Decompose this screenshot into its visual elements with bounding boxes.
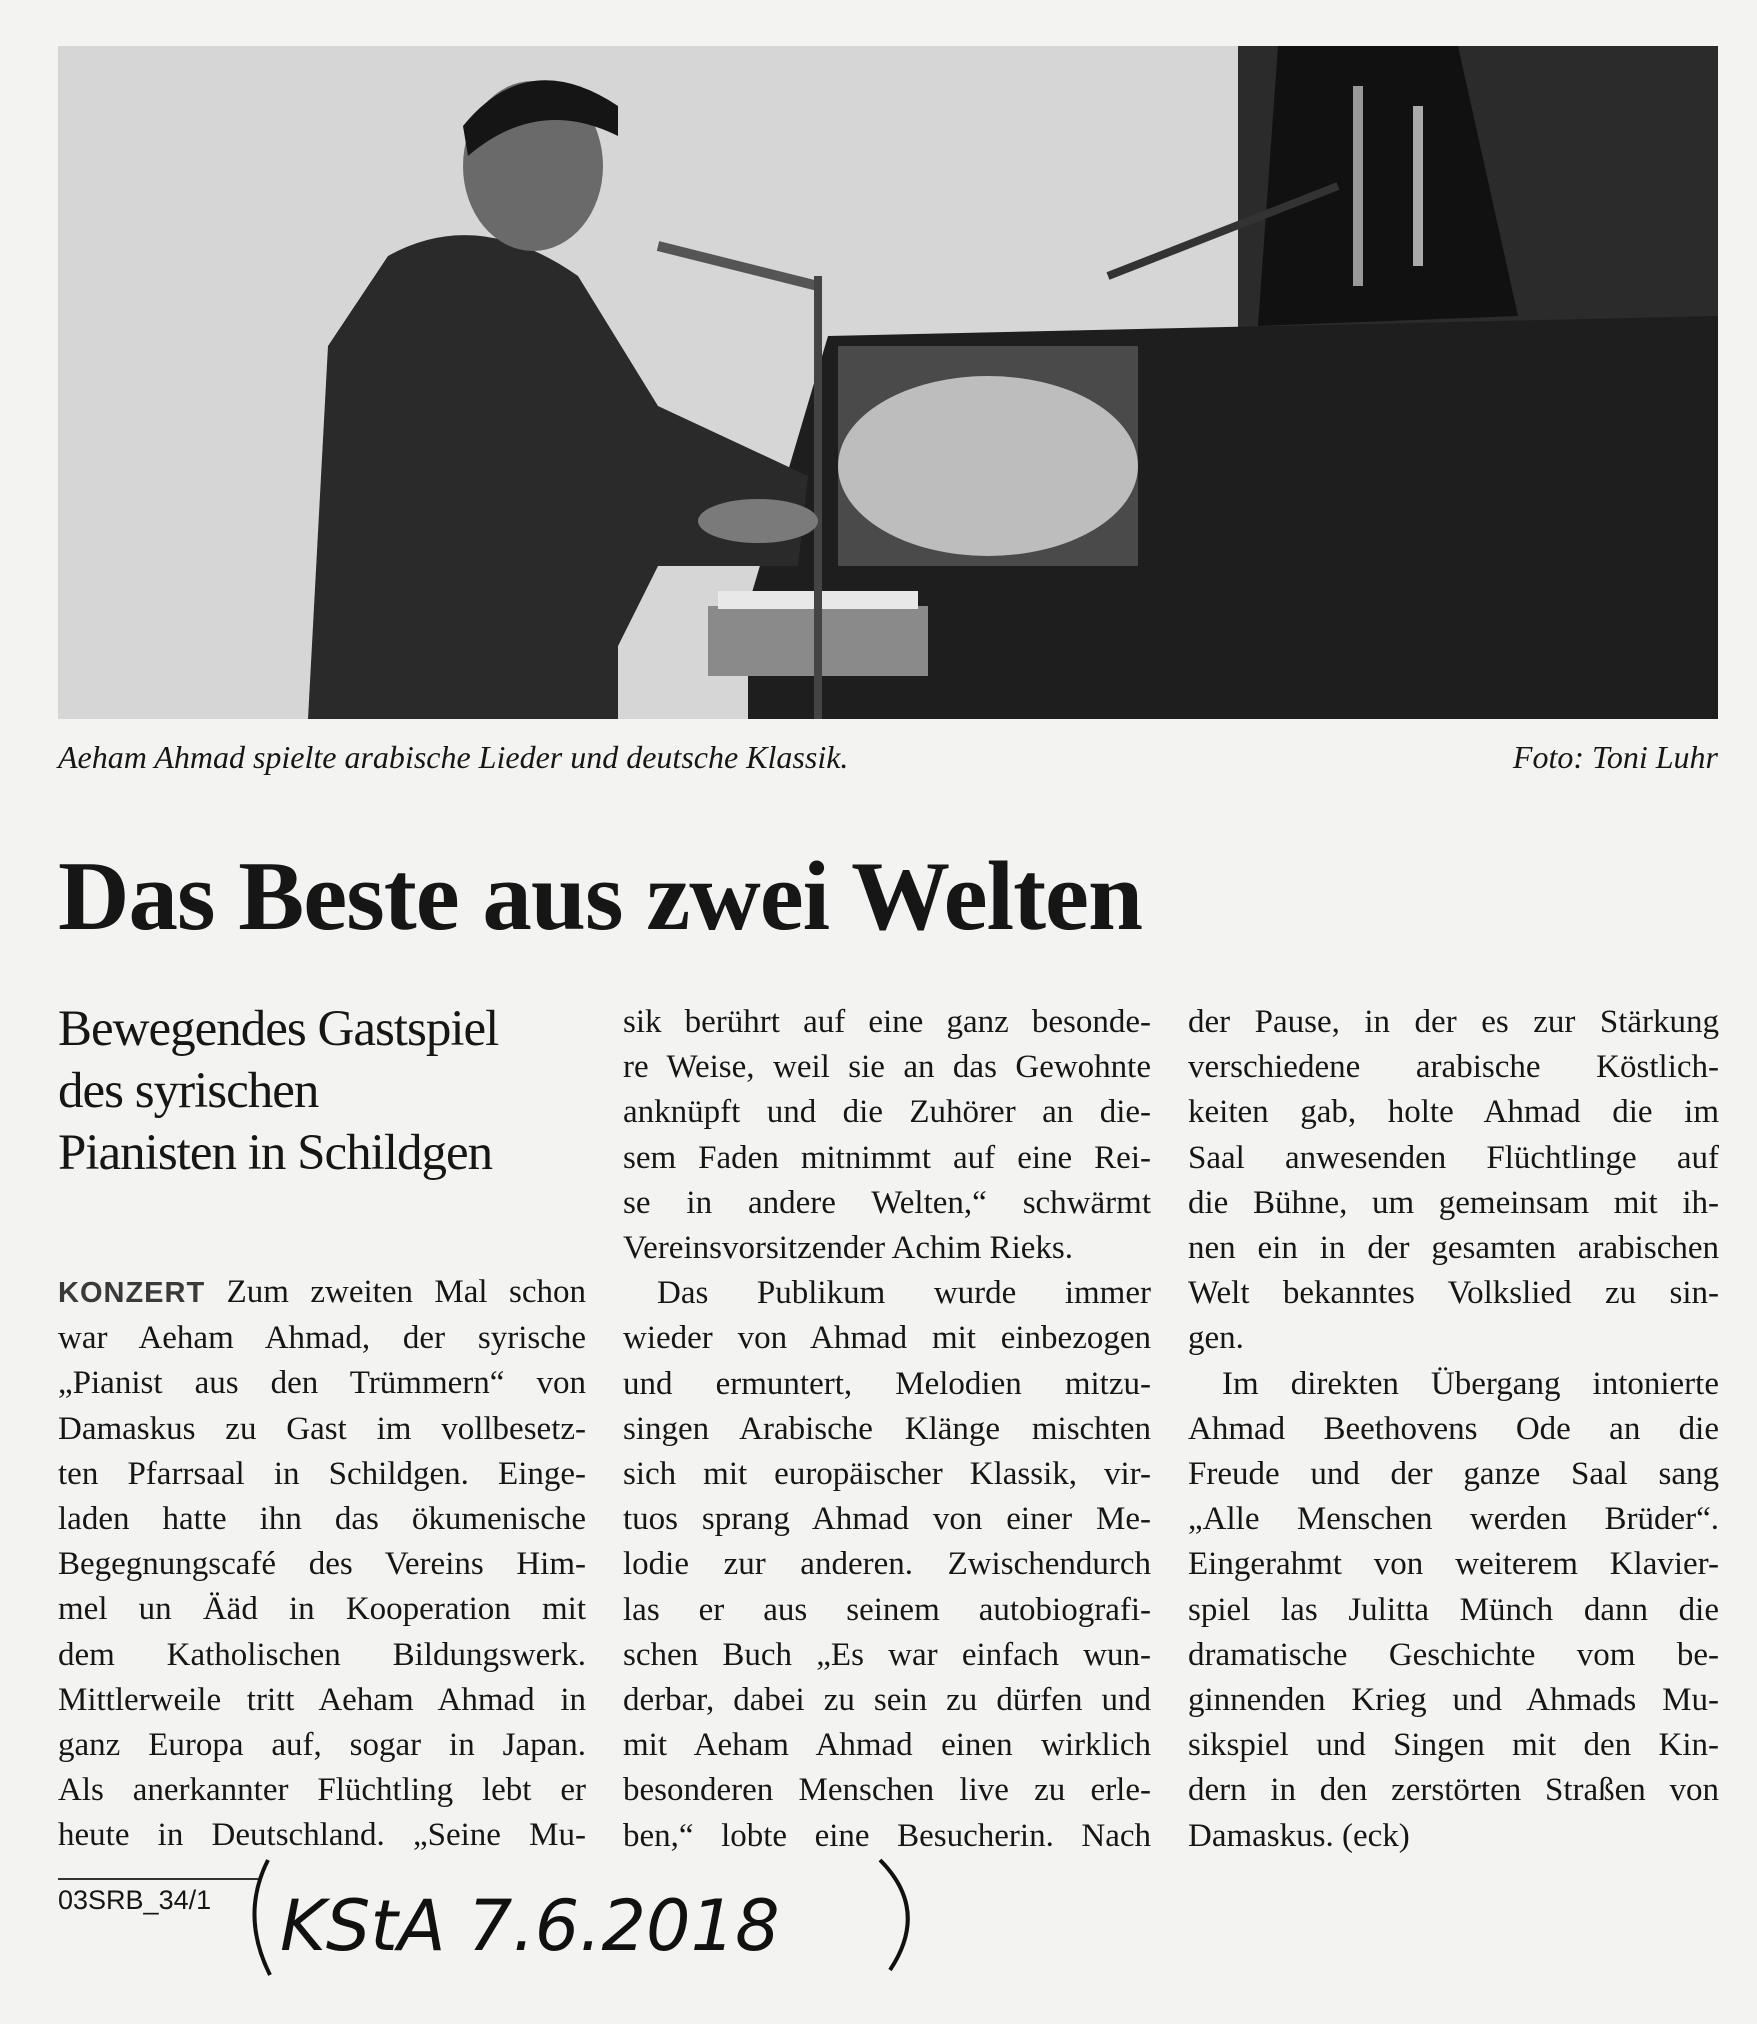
kicker: KONZERT [58,1277,206,1309]
pianist-photo-illustration [58,46,1718,719]
article-line: die Bühne, um gemeinsam mit ih- [1188,1184,1719,1221]
article-line: sem Faden mitnimmt auf eine Rei- [623,1139,1151,1176]
article-photo [58,46,1718,719]
article-line: sich mit europäischer Klassik, vir- [623,1456,1151,1493]
subheadline-line: Pianisten in Schildgen [58,1125,493,1181]
article-line: Mittlerweile tritt Aeham Ahmad in [58,1681,586,1718]
article-column-2 [623,1000,1151,1859]
article-line: dern in den zerstörten Straßen von [1188,1772,1719,1809]
archive-code: 03SRB_34/1 [58,1885,212,1915]
article-line: Als anerkannter Flüchtling lebt er [58,1772,586,1809]
article-line: nen ein in der gesamten arabischen [1188,1230,1719,1267]
article-line: besonderen Menschen live zu erle- [623,1772,1151,1809]
article-line: ganz Europa auf, sogar in Japan. [58,1727,586,1764]
article-line: gen. [1188,1320,1244,1357]
divider [58,1878,258,1880]
article-line: Saal anwesenden Flüchtlinge auf [1188,1139,1719,1176]
article-line: schen Buch „Es war einfach wun- [623,1636,1151,1673]
article-line: heute in Deutschland. „Seine Mu- [58,1817,586,1854]
article-line: ginnenden Krieg und Ahmads Mu- [1188,1682,1719,1719]
article-line: verschiedene arabische Köstlich- [1188,1049,1719,1086]
article-line: dem Katholischen Bildungswerk. [58,1636,586,1673]
article-line: Welt bekanntes Volkslied zu sin- [1188,1275,1719,1312]
article-line: spiel las Julitta Münch dann die [1188,1591,1719,1628]
article-line: ten Pfarrsaal in Schildgen. Einge- [58,1455,586,1492]
article-line: tuos sprang Ahmad von einer Me- [623,1501,1151,1538]
article-line: „Pianist aus den Trümmern“ von [58,1365,586,1402]
article-line: mit Aeham Ahmad einen wirklich [623,1727,1151,1764]
handwritten-note [240,1840,940,1990]
article-line: Damaskus. (eck) [1188,1817,1410,1854]
article-line: sikspiel und Singen mit den Kin- [1188,1727,1719,1764]
article-line: Das Publikum wurde immer [657,1275,1151,1312]
article-line: dramatische Geschichte vom be- [1188,1636,1719,1673]
article-line: se in andere Welten,“ schwärmt [623,1184,1151,1221]
article-line: Damaskus zu Gast im vollbesetz- [58,1410,586,1447]
article-line-text: Zum zweiten Mal schon [205,1274,586,1310]
article-line: keiten gab, holte Ahmad die im [1188,1094,1719,1131]
handwritten-note-text: KStA 7.6.2018 [280,1885,780,1967]
article-line: und ermuntert, Melodien mitzu- [623,1365,1151,1402]
article-line: las er aus seinem autobiografi- [623,1591,1151,1628]
article-line: anknüpft und die Zuhörer an die- [623,1094,1151,1131]
article-line: mel un Ääd in Kooperation mit [58,1591,586,1628]
article-line [58,1270,586,1316]
article-line: der Pause, in der es zur Stärkung [1188,1004,1719,1040]
article-line: wieder von Ahmad mit einbezogen [623,1320,1151,1357]
article-line: lodie zur anderen. Zwischendurch [623,1546,1151,1583]
article-line: re Weise, weil sie an das Gewohnte [623,1049,1151,1086]
article-line: „Alle Menschen werden Brüder“. [1188,1501,1719,1538]
headline: Das Beste aus zwei Welten [58,842,1143,951]
article-line: war Aeham Ahmad, der syrische [58,1320,586,1357]
article-line: sik berührt auf eine ganz besonde- [623,1004,1151,1040]
article-line: Freude und der ganze Saal sang [1188,1456,1719,1493]
article-line: laden hatte ihn das ökumenische [58,1501,586,1538]
article-line: singen Arabische Klänge mischten [623,1410,1151,1447]
photo-caption: Aeham Ahmad spielte arabische Lieder und deutsche Klassik. [58,739,849,775]
article-line: Eingerahmt von weiterem Klavier- [1188,1546,1719,1583]
article-line: Im direkten Übergang intonierte [1222,1365,1719,1402]
subheadline [58,998,598,1184]
article-column-3 [1188,1000,1719,1859]
article-line: Vereinsvorsitzender Achim Rieks. [623,1230,1073,1267]
article-line: Begegnungscafé des Vereins Him- [58,1546,586,1583]
article-line: derbar, dabei zu sein zu dürfen und [623,1682,1151,1719]
article-column-1 [58,1270,586,1859]
article-line: ben,“ lobte eine Besucherin. Nach [623,1817,1151,1854]
subheadline-line: des syrischen [58,1063,319,1119]
article-line: Ahmad Beethovens Ode an die [1188,1410,1719,1447]
photo-credit: Foto: Toni Luhr [1512,739,1718,775]
subheadline-line: Bewegendes Gastspiel [58,1001,499,1057]
